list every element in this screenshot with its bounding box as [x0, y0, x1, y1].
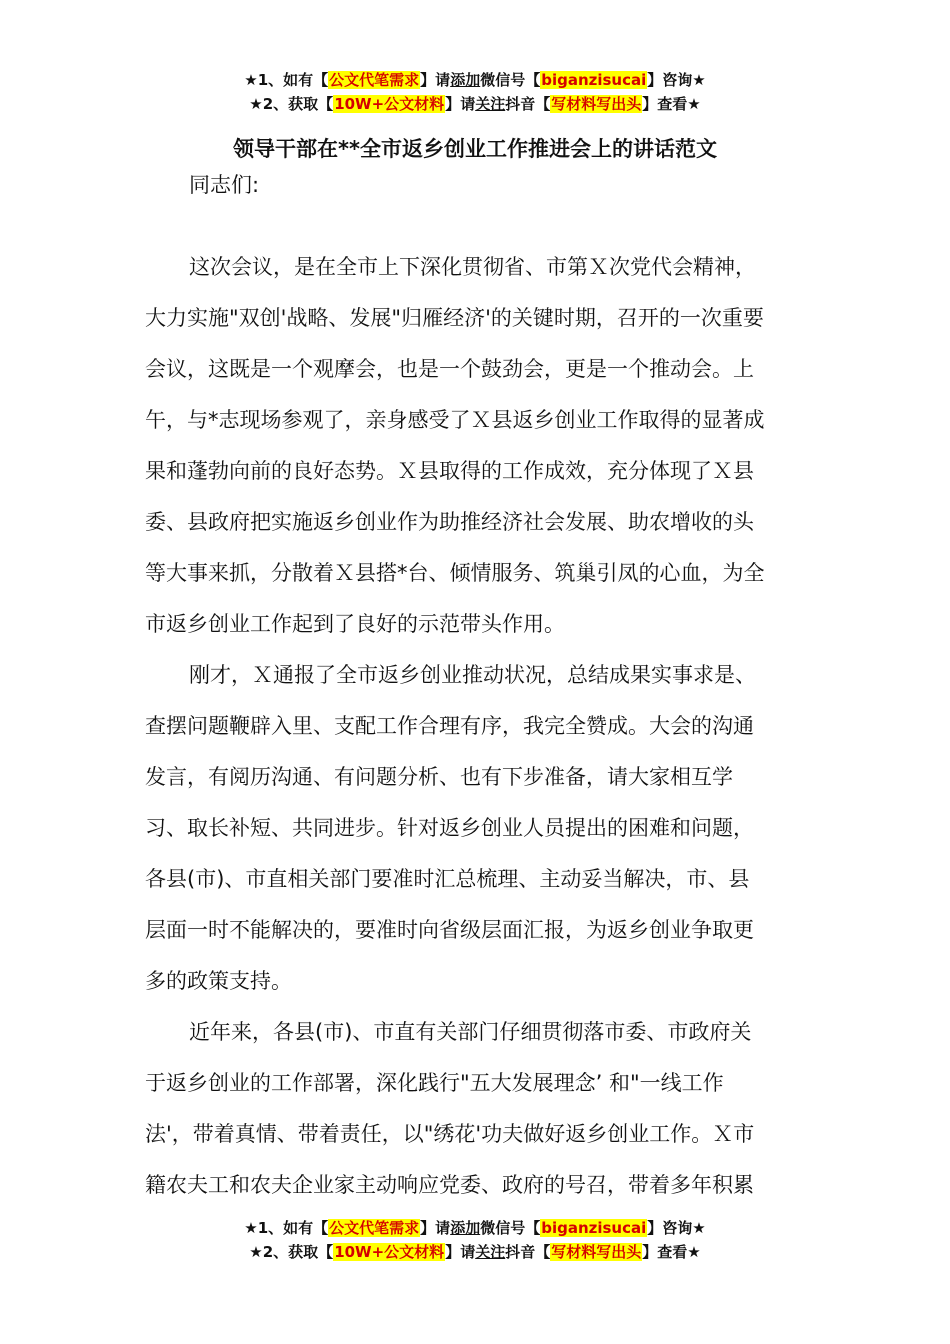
banner-underline: 添加	[450, 1219, 481, 1237]
document-title: 领导干部在**全市返乡创业工作推进会上的讲话范文	[233, 137, 717, 161]
banner-text: ★1、如有【	[244, 1219, 329, 1237]
banner-text: 】请	[420, 71, 451, 89]
header-banner	[0, 68, 950, 116]
banner-line-2	[0, 92, 950, 116]
banner-line-1	[0, 1216, 950, 1240]
salutation: 同志们:	[189, 173, 260, 197]
banner-text: 】请	[445, 95, 476, 113]
banner-underline: 关注	[475, 1243, 506, 1261]
wechat-id-highlight: biganzisucai	[541, 1219, 647, 1237]
text-line: 这次会议，是在全市上下深化贯彻省、市第Ｘ次党代会精神，	[189, 255, 756, 279]
paragraph-2	[145, 650, 815, 1007]
footer-banner	[0, 1216, 950, 1264]
text-line: 委、县政府把实施返乡创业作为助推经济社会发展、助农增收的头	[145, 510, 754, 534]
banner-text: 抖音【	[505, 95, 551, 113]
banner-underline: 添加	[450, 71, 481, 89]
banner-line-1	[0, 68, 950, 92]
text-line: 发言，有阅历沟通、有问题分析、也有下步准备，请大家相互学	[145, 765, 733, 789]
text-line: 于返乡创业的工作部署，深化践行"五大发展理念’ 和"一线工作	[145, 1071, 724, 1095]
douyin-id-highlight: 写材料写出头	[551, 1243, 642, 1261]
banner-underline: 关注	[475, 95, 506, 113]
banner-text: ★2、获取【	[249, 95, 334, 113]
document-body	[145, 160, 815, 1211]
banner-line-2	[0, 1240, 950, 1264]
text-line: 各县(市)、市直相关部门要准时汇总梳理、主动妥当解决，市、县	[145, 867, 750, 891]
text-line: 大力实施"双创'战略、发展"归雁经济'的关键时期，召开的一次重要	[145, 306, 764, 330]
banner-highlight: 公文代笔需求	[329, 1219, 420, 1237]
paragraph-3	[145, 1007, 815, 1211]
text-line: 籍农夫工和农夫企业家主动响应党委、政府的号召，带着多年积累	[145, 1173, 754, 1197]
banner-text: 微信号【	[480, 71, 541, 89]
banner-text: 微信号【	[480, 1219, 541, 1237]
text-line: 果和蓬勃向前的良好态势。Ｘ县取得的工作成效，充分体现了Ｘ县	[145, 459, 754, 483]
paragraph-1	[145, 242, 815, 650]
douyin-id-highlight: 写材料写出头	[551, 95, 642, 113]
banner-text: ★2、获取【	[249, 1243, 334, 1261]
banner-highlight: 公文代笔需求	[329, 71, 420, 89]
banner-text: 】请	[420, 1219, 451, 1237]
text-line: 等大事来抓，分散着Ｘ县搭*台、倾情服务、筑巢引凤的心血，为全	[145, 561, 765, 585]
banner-text: ★1、如有【	[244, 71, 329, 89]
banner-text: 抖音【	[505, 1243, 551, 1261]
text-line: 午，与*志现场参观了，亲身感受了Ｘ县返乡创业工作取得的显著成	[145, 408, 765, 432]
text-line: 会议，这既是一个观摩会，也是一个鼓劲会，更是一个推动会。上	[145, 357, 754, 381]
text-line: 查摆问题鞭辟入里、支配工作合理有序，我完全赞成。大会的沟通	[145, 714, 754, 738]
text-line: 习、取长补短、共同进步。针对返乡创业人员提出的困难和问题，	[145, 816, 754, 840]
banner-text: 】咨询★	[647, 71, 706, 89]
text-line: 刚才，Ｘ通报了全市返乡创业推动状况，总结成果实事求是、	[189, 663, 756, 687]
text-line: 层面一时不能解决的，要准时向省级层面汇报，为返乡创业争取更	[145, 918, 754, 942]
wechat-id-highlight: biganzisucai	[541, 71, 647, 89]
banner-text: 】查看★	[642, 1243, 701, 1261]
banner-text: 】请	[445, 1243, 476, 1261]
text-line: 市返乡创业工作起到了良好的示范带头作用。	[145, 612, 565, 636]
banner-text: 】咨询★	[647, 1219, 706, 1237]
banner-highlight: 10W+公文材料	[334, 1243, 445, 1261]
text-line: 法'，带着真情、带着责任，以"绣花'功夫做好返乡创业工作。Ｘ市	[145, 1122, 755, 1146]
text-line: 近年来，各县(市)、市直有关部门仔细贯彻落市委、市政府关	[189, 1020, 752, 1044]
text-line: 多的政策支持。	[145, 969, 292, 993]
banner-text: 】查看★	[642, 95, 701, 113]
banner-highlight: 10W+公文材料	[334, 95, 445, 113]
